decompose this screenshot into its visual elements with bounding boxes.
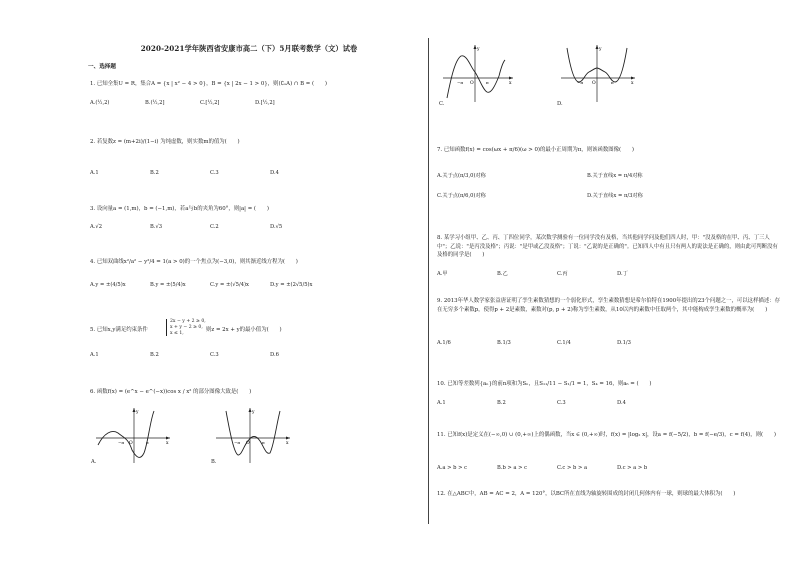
graph-a-origin-label: O xyxy=(129,441,133,446)
question-2: 2. 若复数z = (m+2i)/(1−i) 为纯虚数，则实数m的值为( ) xyxy=(90,139,240,145)
column-divider xyxy=(428,38,429,524)
question-11: 11. 已知f(x)是定义在(−∞,0) ∪ (0,+∞)上的偶函数，当x ∈ (0,+∞)时，f(x) = |log₂ x|，设a = f(−5/2)，b = f(−e/3)，c = f(4)，则( ) xyxy=(437,432,777,438)
q5-constraint-1: 2x − y + 2 ≥ 0, xyxy=(170,319,206,324)
graph-d-neg-pi-label: −π xyxy=(577,80,583,85)
q5-option-c: C.3 xyxy=(210,352,219,358)
q8-option-d: D.丁 xyxy=(617,271,628,277)
q5-options xyxy=(90,352,330,358)
q8-option-b: B.乙 xyxy=(497,271,508,277)
q2-options xyxy=(90,170,330,176)
q2-option-a: A.1 xyxy=(90,170,99,176)
q1-option-b: B.(½,2] xyxy=(145,100,165,106)
q1-option-a: A.(½,2) xyxy=(90,100,110,106)
graph-c xyxy=(439,42,515,104)
q5-option-b: B.2 xyxy=(150,352,159,358)
q11-options xyxy=(437,465,677,471)
graph-c-neg-pi-label: −π xyxy=(457,80,463,85)
q4-option-a: A.y = ±(4/5)x xyxy=(90,282,126,288)
q5-constraint-3: x ≤ 1, xyxy=(170,330,184,336)
question-6: 6. 函数f(x) = (e^x − e^(−x))cos x / x² 的部分图像大致是( ) xyxy=(90,389,252,395)
question-4: 4. 已知双曲线x²/a² − y²/4 = 1(a > 0)的一个焦点为(−3,0)，则其渐近线方程为( ) xyxy=(90,259,298,265)
graph-c-origin-label: O xyxy=(470,81,474,86)
graph-d-y-label: y xyxy=(599,47,602,52)
q4-options xyxy=(90,282,330,288)
q10-option-b: B.2 xyxy=(497,400,506,406)
page-title: 2020-2021学年陕西省安康市高二（下）5月联考数学（文）试卷 xyxy=(140,44,358,53)
q3-options xyxy=(90,224,330,230)
q3-option-d: D.√5 xyxy=(270,224,283,230)
q2-option-d: D.4 xyxy=(270,170,279,176)
q9-option-b: B.1/3 xyxy=(497,340,511,346)
graph-a-y-label: y xyxy=(136,410,139,415)
q7-option-c: C.关于点(π/6,0)对称 xyxy=(437,193,486,199)
q10-option-a: A.1 xyxy=(437,400,446,406)
q10-option-c: C.3 xyxy=(557,400,566,406)
question-8: 8. 某学习小组甲、乙、丙、丁四位同学，某次数学测验有一位同学没有及格，当其他同学问及他们四人时，甲："没及格的在甲、丙、丁三人中"；乙说："是丙没及格"；丙说："是甲或乙没及格"；丁说："乙说的是正确的"。已知四人中有且只有两人的说法是正确的，则由此可判断没有及格的同学是( ) xyxy=(437,235,778,259)
question-1: 1. 已知全集U = R，集合A = {x | x² − 4 > 0}，B = {x | 2x − 1 > 0}，则(∁ᵤA) ∩ B = ( ) xyxy=(90,81,328,87)
graph-d-origin-label: O xyxy=(592,81,596,86)
q5-tail: 则z = 2x + y的最小值为( ) xyxy=(206,327,282,333)
q7-options-row-1 xyxy=(437,172,737,179)
q4-option-c: C.y = ±(√5/4)x xyxy=(210,282,249,288)
q5-option-d: D.6 xyxy=(270,352,279,358)
question-12: 12. 在△ABC中，AB = AC = 2，A = 120°，以BC所在直线为轴旋转围成的封闭几何体内有一球，则球的最大体积为( ) xyxy=(437,491,736,497)
graph-a-pi-label: π xyxy=(146,440,149,445)
graph-b-label: B. xyxy=(211,459,217,465)
graph-d-x-label: x xyxy=(631,81,634,86)
q4-option-d: D.y = ±(2√5/5)x xyxy=(270,282,313,288)
graph-b xyxy=(212,405,292,465)
graph-c-label: C. xyxy=(439,101,445,107)
q4-option-b: B.y = ±(5/4)x xyxy=(150,282,186,288)
graph-c-y-label: y xyxy=(477,47,480,52)
question-3: 3. 设向量a = (1,m)，b = (−1,m)，若a与b的夹角为60°，则|a| = ( ) xyxy=(90,206,269,212)
q9-option-d: D.1/3 xyxy=(617,340,631,346)
question-10: 10. 已知等差数列{aₙ}的前n项和为Sₙ，且S₁₁/11 − S₁/1 = 1，S₄ = 16，则a₆ = ( ) xyxy=(437,381,652,387)
question-7: 7. 已知函数f(x) = cos(ωx + π/6)(ω > 0)的最小正周期为π，则该函数图像( ) xyxy=(437,147,634,153)
q3-option-c: C.2 xyxy=(210,224,219,230)
q11-option-b: B.b > a > c xyxy=(497,465,528,471)
q1-option-d: D.[½,2] xyxy=(255,100,275,106)
graph-a-x-label: x xyxy=(166,441,169,446)
graph-b-y-label: y xyxy=(252,410,255,415)
graph-d-pi-label: π xyxy=(611,80,614,85)
section-heading: 一、选择题 xyxy=(88,64,116,70)
q9-options xyxy=(437,340,677,346)
graph-b-pi-label: π xyxy=(262,440,265,445)
q11-option-c: C.c > b > a xyxy=(557,465,588,471)
q7-options-row-2 xyxy=(437,192,737,199)
q7-option-a: A.关于点(π/3,0)对称 xyxy=(437,173,486,179)
q9-option-c: C.1/4 xyxy=(557,340,571,346)
q5-option-a: A.1 xyxy=(90,352,99,358)
q5-constraint-2: x + y − 2 ≥ 0, xyxy=(170,324,203,330)
question-5: 5. 已知x,y满足约束条件 xyxy=(90,327,148,333)
q7-option-b: B.关于直线x = π/4对称 xyxy=(587,173,643,179)
graph-d xyxy=(557,42,637,104)
q7-option-d: D.关于直线x = π/3对称 xyxy=(587,193,643,199)
graph-a xyxy=(92,405,172,465)
q1-option-c: C.[½,2] xyxy=(200,100,220,106)
q10-options xyxy=(437,400,677,406)
graph-c-pi-label: π xyxy=(486,80,489,85)
q8-option-a: A.甲 xyxy=(437,271,448,277)
graph-b-origin-label: O xyxy=(246,441,250,446)
graph-c-x-label: x xyxy=(509,81,512,86)
graph-d-label: D. xyxy=(557,101,563,107)
q8-option-c: C.丙 xyxy=(557,271,568,277)
q11-option-a: A.a > b > c xyxy=(437,465,468,471)
q11-option-d: D.c > a > b xyxy=(617,465,648,471)
q2-option-b: B.2 xyxy=(150,170,159,176)
q3-option-b: B.√3 xyxy=(150,224,163,230)
question-9: 9. 2013年华人数学家张益唐证明了孪生素数猜想的一个弱化形式，孪生素数猜想是希尔伯特在1900年提出的23个问题之一，可以这样描述：存在无穷多个素数p，使得p + 2是素数，素数对(p, p + 2)称为孪生素数，从10以内的素数中任取两个，其中能构成孪生素数的概率为( ) xyxy=(437,298,781,313)
q10-option-d: D.4 xyxy=(617,400,626,406)
q9-option-a: A.1/6 xyxy=(437,340,451,346)
q3-option-a: A.√2 xyxy=(90,224,103,230)
graph-b-neg-pi-label: −π xyxy=(234,440,240,445)
q5-constraints xyxy=(166,319,206,336)
graph-b-x-label: x xyxy=(286,441,289,446)
q1-options xyxy=(90,100,310,106)
q8-options xyxy=(437,270,677,277)
graph-a-neg-pi-label: −π xyxy=(118,440,124,445)
graph-a-label: A. xyxy=(91,459,97,465)
q2-option-c: C.3 xyxy=(210,170,219,176)
